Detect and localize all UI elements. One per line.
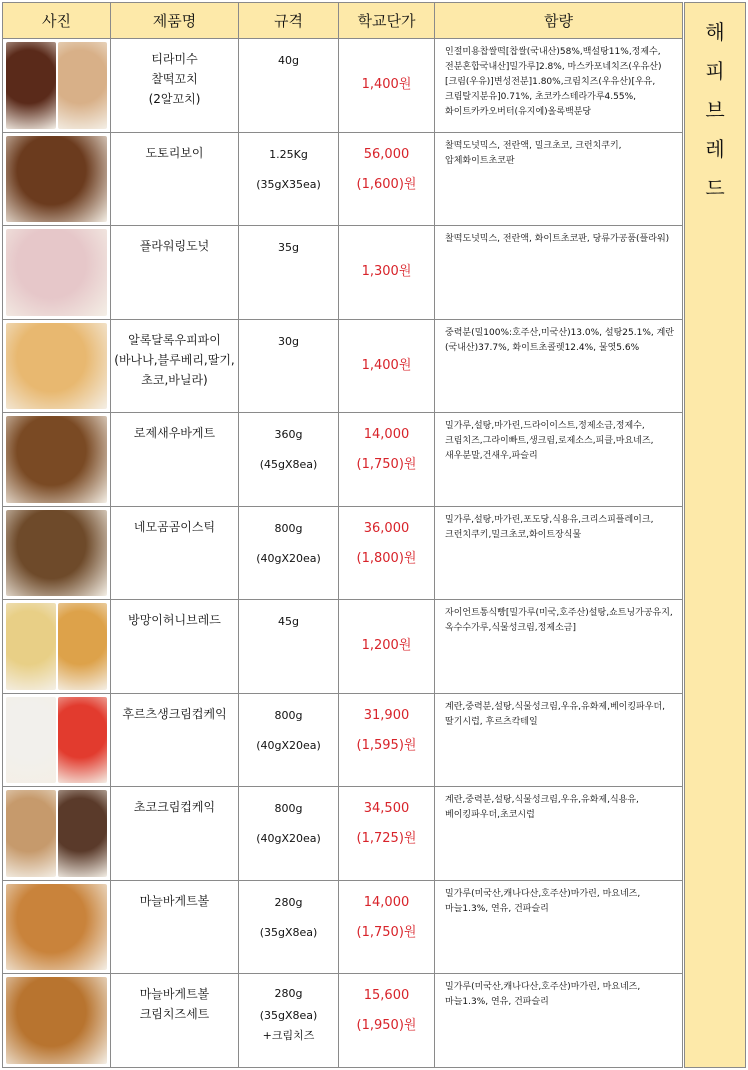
acorn-boy-donut-photo (6, 136, 107, 223)
product-photo-panel (58, 603, 108, 690)
product-name-cell (111, 787, 239, 881)
product-photo-cell (3, 39, 111, 133)
product-photo-panel (6, 603, 56, 690)
product-price-cell (339, 880, 435, 974)
product-name-line: 찰떡꼬치 (151, 72, 198, 86)
product-spec-line: (35gX8ea) (259, 925, 318, 939)
product-photo-panel (58, 42, 108, 129)
brand-side-char: 레 (705, 137, 725, 161)
product-name-line: 크림치즈세트 (139, 1007, 210, 1022)
product-name-line: 후르츠생크림컵케익 (122, 706, 227, 721)
table-row (3, 132, 683, 226)
product-name-line: 마늘바게트볼 (139, 893, 210, 908)
product-spec-cell (239, 880, 339, 974)
product-photo-cell (3, 787, 111, 881)
table-row (3, 600, 683, 694)
square-bear-stick-photo (6, 510, 107, 597)
product-spec-cell (239, 132, 339, 226)
tiramisu-mochi-skewer-photo (6, 42, 107, 129)
product-photo-panel (6, 697, 56, 784)
product-name-line: 네모곰곰이스틱 (133, 519, 216, 534)
column-header-name: 제품명 (111, 3, 239, 39)
product-name-cell (111, 132, 239, 226)
product-name-line: 마늘바게트볼 (139, 987, 210, 1002)
product-spec-line: 800g (274, 802, 303, 816)
product-price-line: 1,200원 (361, 638, 412, 654)
product-spec-line: 800g (274, 708, 303, 722)
product-spec-cell (239, 974, 339, 1068)
column-header-spec: 규격 (239, 3, 339, 39)
product-price-line: 56,000 (363, 146, 410, 162)
product-spec-cell (239, 319, 339, 413)
table-row (3, 880, 683, 974)
product-price-line: 31,900 (363, 707, 410, 723)
product-spec-cell (239, 600, 339, 694)
product-name-cell (111, 226, 239, 320)
product-ingredients-cell: 밀가루,설탕,마가린,포도당,식용유,크리스피플레이크,크런치쿠키,밀크초코,화이트장식물 (435, 506, 683, 600)
product-spec-line: (40gX20ea) (256, 832, 321, 846)
rose-shrimp-baguette-photo (6, 416, 107, 503)
product-spec-line: 35g (278, 241, 299, 255)
product-photo-cell (3, 506, 111, 600)
product-spec-line: (40gX20ea) (256, 738, 321, 752)
product-price-cell (339, 600, 435, 694)
product-spec-cell (239, 39, 339, 133)
product-photo-cell (3, 132, 111, 226)
product-spec-line: 800g (274, 521, 303, 535)
product-name-cell (111, 693, 239, 787)
product-ingredients-cell: 찰떡도넛믹스, 전란액, 화이트초코판, 당류가공품(플라워) (435, 226, 683, 320)
product-name-cell (111, 319, 239, 413)
product-photo-cell (3, 693, 111, 787)
brand-side-char: 드 (705, 176, 725, 200)
product-price-line: (1,750)원 (356, 924, 417, 940)
product-price-cell (339, 132, 435, 226)
product-photo-panel (6, 510, 107, 597)
table-row (3, 974, 683, 1068)
brand-side-char: 브 (705, 98, 725, 122)
column-header-photo: 사진 (3, 3, 111, 39)
product-photo-cell (3, 880, 111, 974)
colorful-whoopie-pie-photo (6, 323, 107, 410)
product-spec-line: 280g (274, 895, 303, 909)
product-ingredients-cell: 밀가루(미국산,캐나다산,호주산)마가린, 마요네즈, 마늘1.3%, 연유, 건파슬리 (435, 880, 683, 974)
product-price-cell (339, 226, 435, 320)
product-name-line: (2알꼬치) (148, 92, 201, 106)
product-photo-cell (3, 413, 111, 507)
product-spec-line: 30g (278, 334, 299, 348)
product-name-line: 티라미수 (151, 52, 198, 66)
product-ingredients-cell: 계란,중력분,설탕,식물성크림,우유,유화제,식용유,베이킹파우더,초코시럽 (435, 787, 683, 881)
product-price-line: 1,300원 (361, 264, 412, 280)
product-price-cell (339, 693, 435, 787)
product-spec-line: 40g (278, 54, 299, 67)
product-ingredients-cell: 밀가루,설탕,마가린,드라이이스트,정제소금,정제수,크림치즈,그라이빠트,생크림,로제소스,피클,마요네즈,새우분말,건새우,파슬리 (435, 413, 683, 507)
table-row (3, 226, 683, 320)
product-price-line: 36,000 (363, 520, 410, 536)
product-price-line: 14,000 (363, 894, 410, 910)
product-photo-cell (3, 974, 111, 1068)
product-photo-cell (3, 600, 111, 694)
product-price-line: 1,400원 (361, 357, 412, 373)
product-spec-line: 45g (278, 615, 299, 629)
product-price-cell (339, 319, 435, 413)
product-photo-panel (6, 790, 56, 877)
product-name-line: 초코,바닐라) (141, 372, 208, 387)
brand-side-char: 피 (705, 59, 725, 83)
product-ingredients-cell: 중력분(밀100%:호주산,미국산)13.0%, 설탕25.1%, 계란(국내산)37.7%, 화이트초콜렛12.4%, 물엿5.6% (435, 319, 683, 413)
column-header-price: 학교단가 (339, 3, 435, 39)
club-honey-bread-photo (6, 603, 107, 690)
product-price-cell (339, 787, 435, 881)
product-price-line: (1,800)원 (356, 550, 417, 566)
fruit-cream-cupcake-photo (6, 697, 107, 784)
product-name-line: 방망이허니브레드 (128, 613, 221, 628)
garlic-baguette-ball-photo (6, 884, 107, 971)
product-ingredients-cell: 계란,중력분,설탕,식물성크림,우유,유화제,베이킹파우더,딸기시럽, 후르츠칵테일 (435, 693, 683, 787)
product-name-cell (111, 880, 239, 974)
product-photo-panel (6, 884, 107, 971)
product-table (2, 2, 683, 1068)
product-photo-cell (3, 226, 111, 320)
product-price-line: (1,725)원 (356, 831, 417, 847)
product-photo-panel (6, 136, 107, 223)
product-spec-cell (239, 506, 339, 600)
product-photo-panel (6, 977, 107, 1064)
product-ingredients-cell: 찰떡도넛믹스, 전란액, 밀크초코, 크런치쿠키, 압체화이트초코판 (435, 132, 683, 226)
product-price-line: (1,950)원 (356, 1018, 417, 1034)
product-name-line: 도토리보이 (145, 145, 204, 160)
product-name-line: 초코크림컵케익 (133, 800, 216, 815)
product-name-line: 로제새우바게트 (133, 426, 216, 441)
product-price-line: 15,600 (363, 988, 410, 1004)
product-spec-cell (239, 693, 339, 787)
product-photo-panel (6, 229, 107, 316)
brand-side-label (684, 2, 746, 1068)
product-price-line: 34,500 (363, 801, 410, 817)
product-name-cell (111, 974, 239, 1068)
product-photo-cell (3, 319, 111, 413)
product-price-line: (1,595)원 (356, 737, 417, 753)
product-spec-line: (45gX8ea) (259, 458, 318, 472)
product-photo-panel (58, 790, 108, 877)
product-ingredients-cell: 인절미용찹쌀떡[찹쌀(국내산)58%,백설탕11%,정제수,전분혼합국내산]밀가루]2.8%, 마스카포네치즈(우유산)[크림(우유)]변성전분]1.80%,크림치즈(우유산)[우유,크림탈지분유]0.71%, 초코카스테라가루4.55%, 화이트카카오버터(유지에)올록백분당 (435, 39, 683, 133)
product-spec-line: 280g (274, 987, 303, 1001)
product-price-cell (339, 413, 435, 507)
product-price-line: (1,600)원 (356, 176, 417, 192)
product-photo-panel (6, 323, 107, 410)
product-spec-line: (35gX8ea) (259, 1009, 318, 1023)
product-photo-panel (6, 416, 107, 503)
product-name-cell (111, 39, 239, 133)
product-ingredients-cell: 밀가루(미국산,캐나다산,호주산)마가린, 마요네즈, 마늘1.3%, 연유, 건파슬리 (435, 974, 683, 1068)
product-name-cell (111, 506, 239, 600)
table-row (3, 39, 683, 133)
product-photo-panel (58, 697, 108, 784)
choco-cream-cupcake-photo (6, 790, 107, 877)
product-name-line: 알록달록우피파이 (128, 332, 221, 347)
product-spec-line: (40gX20ea) (256, 551, 321, 565)
flowering-donut-photo (6, 229, 107, 316)
product-spec-cell (239, 787, 339, 881)
product-name-cell (111, 413, 239, 507)
product-name-cell (111, 600, 239, 694)
product-spec-line: 360g (274, 428, 303, 442)
brand-side-char: 해 (705, 20, 725, 44)
product-price-cell (339, 506, 435, 600)
product-ingredients-cell: 자이언트통식빵[밀가루(미국,호주산)설탕,쇼트닝가공유지,옥수수가루,식물성크림,정제소금] (435, 600, 683, 694)
product-spec-line: (35gX35ea) (256, 177, 321, 191)
product-price-cell (339, 39, 435, 133)
product-price-cell (339, 974, 435, 1068)
product-price-line: (1,750)원 (356, 457, 417, 473)
product-name-line: 플라워링도넛 (139, 239, 210, 254)
table-row (3, 693, 683, 787)
product-spec-line: +크림치즈 (262, 1029, 315, 1043)
table-row (3, 506, 683, 600)
table-row (3, 413, 683, 507)
table-row (3, 319, 683, 413)
garlic-baguette-ball-cream-cheese-set-photo (6, 977, 107, 1064)
product-price-line: 1,400원 (361, 77, 412, 92)
table-header-row (3, 3, 683, 39)
product-name-line: (바나나,블루베리,딸기, (114, 352, 235, 367)
table-row (3, 787, 683, 881)
product-photo-panel (6, 42, 56, 129)
product-price-line: 14,000 (363, 427, 410, 443)
product-spec-line: 1.25Kg (269, 147, 308, 161)
product-spec-cell (239, 226, 339, 320)
product-spec-cell (239, 413, 339, 507)
column-header-ingredients: 함량 (435, 3, 683, 39)
